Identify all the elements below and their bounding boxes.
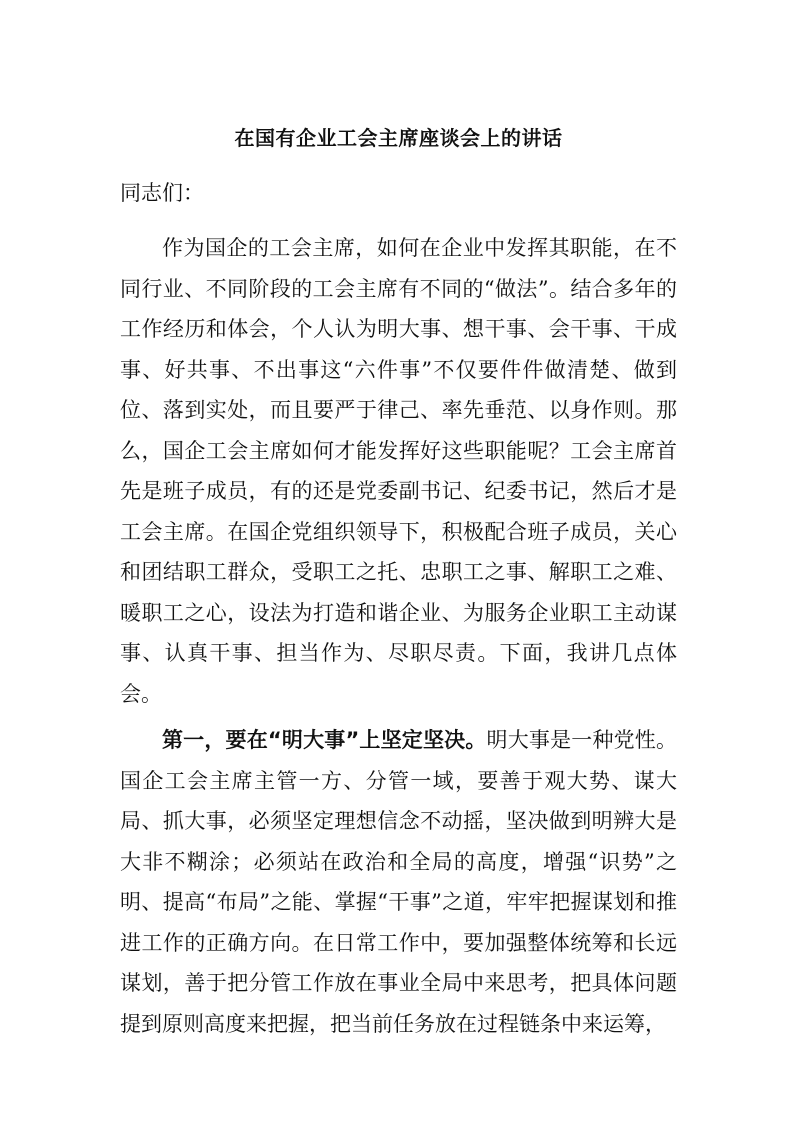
document-title: 在国有企业工会主席座谈会上的讲话	[234, 126, 563, 150]
paragraph-intro	[120, 228, 677, 714]
salutation: 同志们：	[120, 181, 204, 205]
paragraph-first-point	[120, 720, 677, 1044]
paragraph-intro-text: 作为国企的工会主席，如何在企业中发挥其职能，在不同行业、不同阶段的工会主席有不同的“做法”。结合多年的工作经历和体会，个人认为明大事、想干事、会干事、干成事、好共事、不出事这“六件事”不仅要件件做清楚、做到位、落到实处，而且要严于律己、率先垂范、以身作则。那么，国企工会主席如何才能发挥好这些职能呢？工会主席首先是班子成员，有的还是党委副书记、纪委书记，然后才是工会主席。在国企党组织领导下，积极配合班子成员，关心和团结职工群众，受职工之托、忠职工之事、解职工之难、暖职工之心，设法为打造和谐企业、为服务企业职工主动谋事、认真干事、担当作为、尽职尽责。下面，我讲几点体会。	[120, 236, 677, 706]
paragraph-first-point-text: 明大事是一种党性。国企工会主席主管一方、分管一域，要善于观大势、谋大局、抓大事，必须坚定理想信念不动摇，坚决做到明辨大是大非不糊涂；必须站在政治和全局的高度，增强“识势”之明、提高“布局”之能、掌握“干事”之道，牢牢把握谋划和推进工作的正确方向。在日常工作中，要加强整体统筹和长远谋划，善于把分管工作放在事业全局中来思考，把具体问题提到原则高度来把握，把当前任务放在过程链条中来运筹，	[120, 728, 677, 1036]
paragraph-first-point-heading: 第一，要在“明大事”上坚定坚决。	[162, 728, 487, 752]
